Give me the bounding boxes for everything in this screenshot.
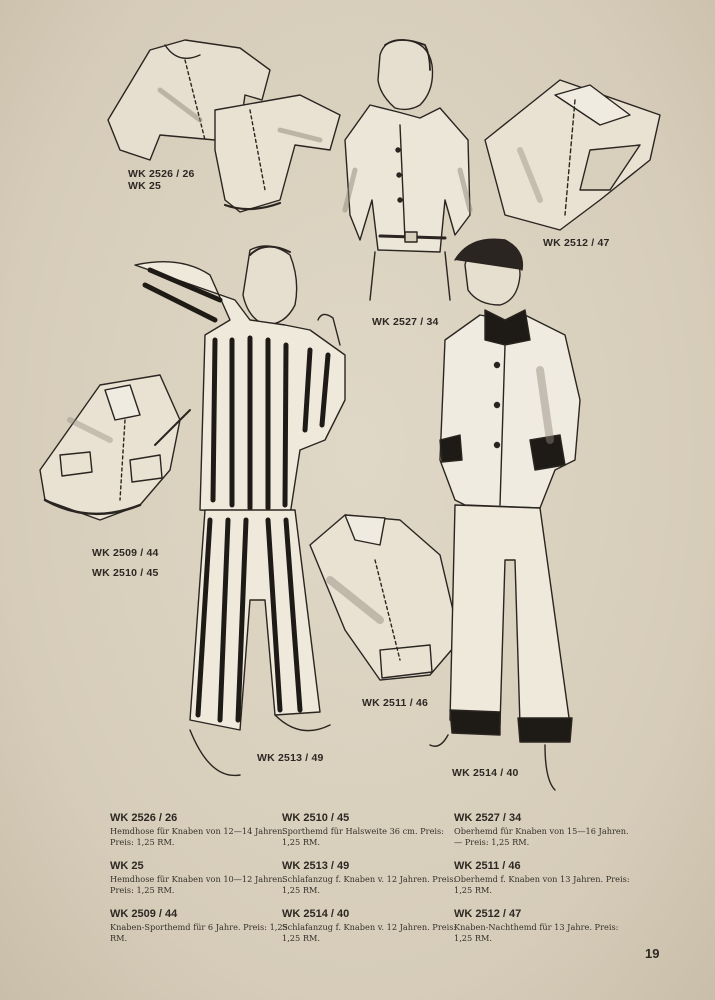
entry-code: WK 2509 / 44: [110, 908, 178, 920]
page-number: 19: [645, 946, 660, 961]
entry-text: Knaben-Sporthemd für 6 Jahre. Preis: 1,25 RM.: [110, 922, 288, 943]
entry-code: WK 2511 / 46: [454, 860, 521, 872]
entry-text: Sporthemd für Halsweite 36 cm. Preis: 1,25 RM.: [282, 826, 445, 847]
entry-text: Schlafanzug f. Knaben v. 12 Jahren. Preis: 1,25 RM.: [282, 922, 457, 943]
entry-text: Oberhemd für Knaben von 15—16 Jahren. — Preis: 1,25 RM.: [454, 826, 629, 847]
entry-wk-2510-45: [282, 812, 462, 848]
entry-code: WK 2512 / 47: [454, 908, 522, 920]
entry-text: Hemdhose für Knaben von 10—12 Jahren. Preis: 1,25 RM.: [110, 874, 286, 895]
entry-wk-2527-34: [454, 812, 634, 848]
entry-text: Hemdhose für Knaben von 12—14 Jahren. Preis: 1,25 RM.: [110, 826, 286, 847]
nachthemd-illustration: [485, 80, 660, 230]
label-wk-2526-26: WK 2526 / 26: [128, 168, 195, 180]
entry-wk-2514-40: [282, 908, 462, 944]
label-wk-2513-49: WK 2513 / 49: [257, 752, 324, 764]
description-column-3: [454, 812, 634, 956]
label-wk-2510-45: WK 2510 / 45: [92, 567, 159, 579]
entry-code: WK 25: [110, 860, 144, 872]
label-wk-2511-46: WK 2511 / 46: [362, 697, 429, 709]
entry-wk-2513-49: [282, 860, 462, 896]
sporthemd-illustration: [40, 375, 190, 520]
oberhemd-boy-illustration: [345, 40, 470, 300]
label-wk-25: WK 25: [128, 180, 162, 192]
description-column-2: [282, 812, 462, 956]
light-pajama-illustration: [430, 239, 580, 790]
oberhemd-folded-illustration: [310, 515, 460, 680]
entry-text: Schlafanzug f. Knaben v. 12 Jahren. Preis: 1,25 RM.: [282, 874, 457, 895]
entry-code: WK 2513 / 49: [282, 860, 350, 872]
entry-wk-2512-47: [454, 908, 634, 944]
entry-wk-2526-26: [110, 812, 290, 848]
entry-code: WK 2514 / 40: [282, 908, 350, 920]
entry-text: Oberhemd f. Knaben von 13 Jahren. Preis: 1,25 RM.: [454, 874, 630, 895]
label-wk-2514-40: WK 2514 / 40: [452, 767, 519, 779]
label-wk-2509-44: WK 2509 / 44: [92, 547, 159, 559]
entry-wk-2509-44: [110, 908, 290, 944]
entry-code: WK 2527 / 34: [454, 812, 522, 824]
entry-code: WK 2510 / 45: [282, 812, 350, 824]
label-wk-2512-47: WK 2512 / 47: [543, 237, 610, 249]
entry-wk-2511-46: [454, 860, 634, 896]
description-column-1: [110, 812, 290, 956]
entry-code: WK 2526 / 26: [110, 812, 178, 824]
entry-text: Knaben-Nachthemd für 13 Jahre. Preis: 1,25 RM.: [454, 922, 619, 943]
label-wk-2527-34: WK 2527 / 34: [372, 316, 439, 328]
striped-pajama-illustration: [135, 246, 345, 775]
entry-wk-25: [110, 860, 290, 896]
